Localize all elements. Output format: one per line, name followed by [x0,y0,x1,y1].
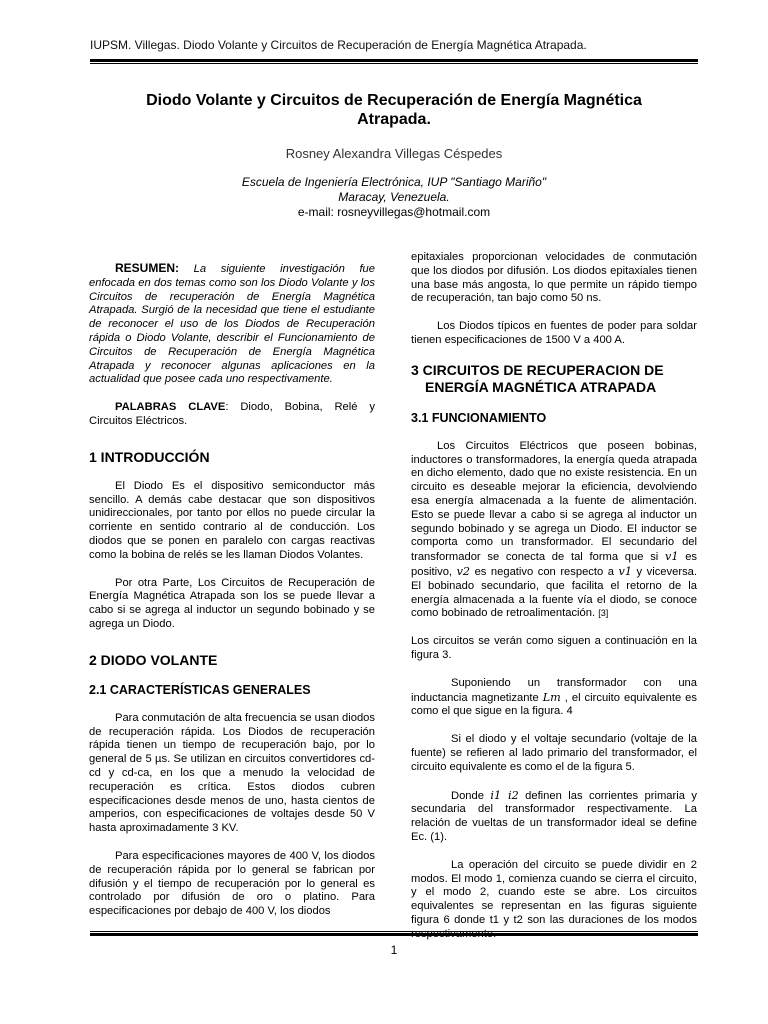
author-email: e-mail: rosneyvillegas@hotmail.com [297,205,491,219]
currents-text-b: definen las corrientes primaria y secundaria del transformador respectivamente. La relación de vueltas de un transformador ideal se define Ec. (1). [411,789,697,843]
keywords-text: : Diodo, Bobina, Relé y Circuitos Eléctricos. [89,401,375,427]
author-name: Rosney Alexandra Villegas Céspedes [285,146,503,161]
symbol-v2: v2 [456,564,471,578]
figure-3-paragraph: Los circuitos se verán como siguen a continuación en la figura 3. [411,635,697,661]
operation-text-c: es negativo con respecto a [470,565,619,578]
right-column [411,251,697,955]
keywords-label: PALABRAS CLAVE [115,401,226,414]
symbol-v1: v1 [665,550,679,564]
currents-paragraph [411,789,697,845]
characteristics-paragraph-2: Para especificaciones mayores de 400 V, los diodos de recuperación rápida por lo general se fabrican por difusión y el tiempo de recuperación por lo general es controlado por difusión de oro o platino. Para especificaciones por debajo de 400 V, los diodos [89,849,375,918]
section-3-heading-line-2: ENERGÍA MAGNÉTICA ATRAPADA [425,378,657,395]
operation-paragraph [411,440,697,621]
section-1-heading: 1 INTRODUCCIÓN [89,448,210,465]
page-number: 1 [390,943,398,957]
symbol-i1-i2: i1 i2 [490,788,519,802]
operation-text-a: Los Circuitos Eléctricos que poseen bobinas, inductores o transformadores, la energía queda atrapada en dicho elemento, dado que no existe resistencia. En un circuito es deseable mejorar la eficiencia, devolviendo esa energía almacenada a la fuente de alimentación. Esto se puede llevar a cabo si se agrega al inductor un segundo bobinado y se agrega un Diodo. El inductor se comporta como un transformador. El secundario del transformador se conecta de tal forma que si [411,439,697,564]
abstract [89,262,375,387]
header-rule [90,59,698,64]
abstract-text: La siguiente investigación fue enfocada en dos temas como son los Diodo Volante y los Circuitos de recuperación de Energía Magnética Atrapada. Surgió de la necesidad que tiene el estudiante de reconocer el uso de los Diodos de Recuperación rápida o Diodo Volante, describir el Funcionamiento de Circuitos de Recuperación de Energía Magnética Atrapada y reconocer algunas aplicaciones en la actualidad que posee cada uno respectivamente. [89,263,375,386]
affiliation-line-2: Maracay, Venezuela. [338,189,450,204]
section-3-1-heading: 3.1 FUNCIONAMIENTO [411,410,547,425]
footer-rule [90,931,698,936]
magnetizing-paragraph [411,677,697,719]
currents-text-a: Donde [451,789,491,802]
operation-text-d: y viceversa. El bobinado secundario, que facilita el retorno de la energía almacenada a la fuente vía el diodo, se conoce como bobinado de retroalimentación. [411,565,697,620]
symbol-lm: Lm [542,690,561,704]
affiliation-line-1: Escuela de Ingeniería Electrónica, IUP "Santiago Mariño" [241,175,547,189]
affiliation [90,175,698,204]
citation-3: [3] [598,608,609,619]
section-2-1-heading: 2.1 CARACTERÍSTICAS GENERALES [89,682,311,697]
running-header: IUPSM. Villegas. Diodo Volante y Circuitos de Recuperación de Energía Magnética Atrapada. [90,38,587,52]
magnetizing-text-b: , el circuito equivalente es como el que sigue en la figura. 4 [411,691,697,718]
intro-paragraph-1: El Diodo Es el dispositivo semiconductor más sencillo. A demás cabe destacar que son dispositivos unidireccionales, por tanto por ellos no puede circular la corriente en sentido contrario al de conducción. Los diodos que se ponen en paralelo con cargas reactivas como la bobina de relés se les llaman Diodos Volantes. [89,479,375,561]
paper-title [90,91,698,129]
symbol-v1-second: v1 [618,564,632,578]
continued-paragraph: epitaxiales proporcionan velocidades de conmutación que los diodos por difusión. Los diodos epitaxiales tienen una base más angosta, lo que permite un rápido tiempo de recuperación, tan bajo como 50 ns. [411,251,697,305]
section-3-heading [411,362,697,396]
title-line-1: Diodo Volante y Circuitos de Recuperación de Energía Magnética [146,92,642,109]
section-3-heading-line-1: 3 CIRCUITOS DE RECUPERACION DE [411,361,664,378]
section-2-heading: 2 DIODO VOLANTE [89,651,218,668]
intro-paragraph-2: Por otra Parte, Los Circuitos de Recuperación de Energía Magnética Atrapada son los se puede llevar a cabo si se agrega al inductor un segundo bobinado y se agrega un Diodo. [89,576,375,630]
title-line-2: Atrapada. [357,111,431,128]
operation-text-b: es positivo, [411,551,698,578]
modes-paragraph: La operación del circuito se puede dividir en 2 modos. El modo 1, comienza cuando se cierra el circuito, y el modo 2, cuando este se abre. Los circuitos equivalentes se representan en las figuras siguiente figura 6 donde t1 y t2 son las duraciones de los modos respectivamente. [411,858,697,940]
left-column [89,262,375,933]
abstract-label: RESUMEN: [115,261,180,275]
keywords [89,401,375,429]
magnetizing-text-a: Suponiendo un transformador con una inductancia magnetizante [411,676,697,704]
characteristics-paragraph-1: Para conmutación de alta frecuencia se usan diodos de recuperación rápida. Los Diodos de recuperación rápida tienen un tiempo de recuperación bajo, por lo general de 5 µs. Se utilizan en circuitos convertidores cd-cd y cd-ca, en los que a menudo la velocidad de recuperación es crítica. Estos diodos cubren especificaciones desde menos de uno, hasta cientos de amperios, con especificaciones de voltajes desde 50 V hasta aproximadamente 3 KV. [89,711,375,835]
figure-5-paragraph: Si el diodo y el voltaje secundario (voltaje de la fuente) se refieren al lado primario del transformador, el circuito equivalente es como el de la figura 5. [411,733,697,773]
typical-diodes-paragraph: Los Diodos típicos en fuentes de poder para soldar tienen especificaciones de 1500 V a 400 A. [411,320,697,346]
